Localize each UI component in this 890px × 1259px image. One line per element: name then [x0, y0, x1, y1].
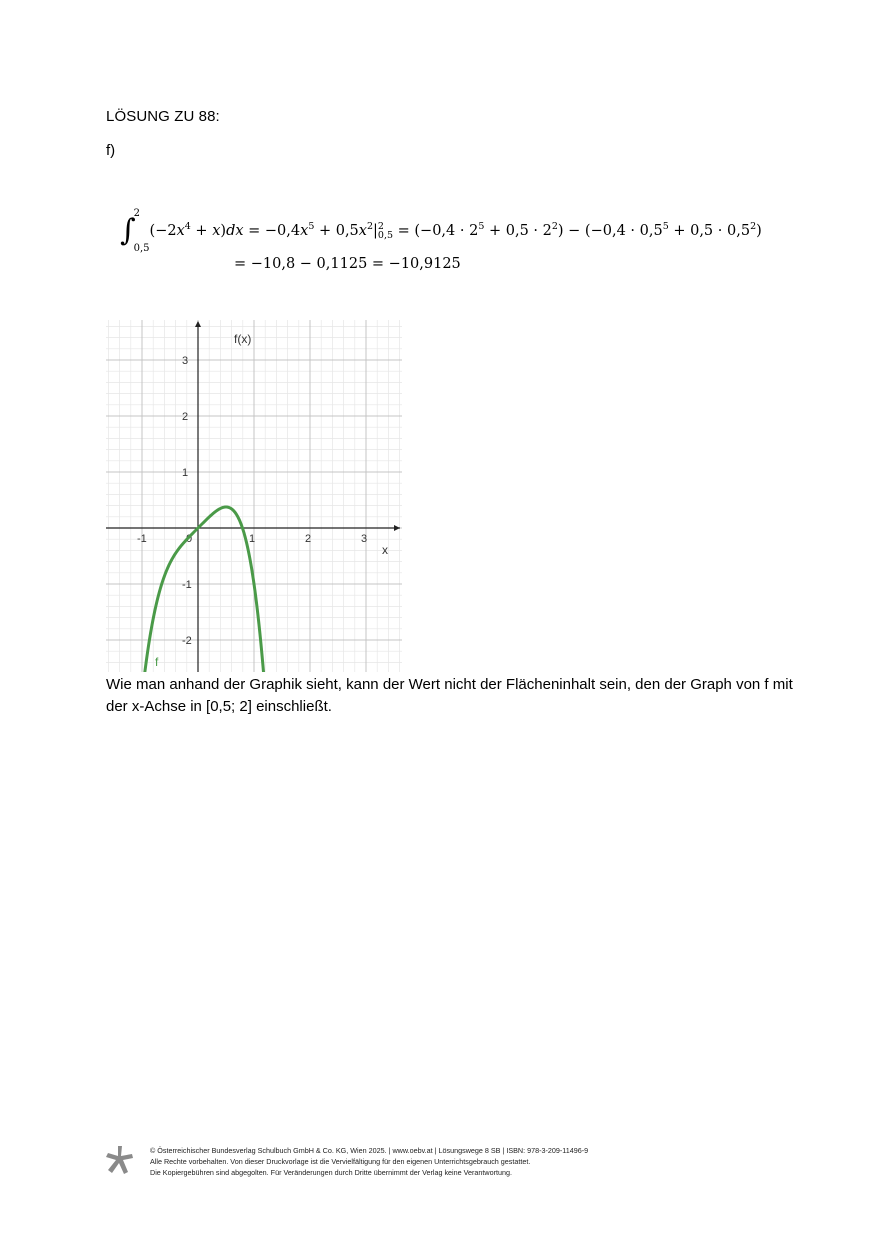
- x-tick-label: 0: [186, 533, 193, 545]
- y-tick-label: 2: [182, 411, 189, 423]
- function-curve: [143, 507, 266, 672]
- footer-line-3: Die Kopiergebühren sind abgegolten. Für Veränderungen durch Dritte übernimmt der Verlag keine Verantwortung.: [150, 1168, 512, 1177]
- function-graph: [106, 320, 402, 672]
- x-tick-label: -1: [137, 533, 147, 545]
- x-axis-arrow-icon: [394, 525, 400, 531]
- x-axis-label: x: [382, 543, 388, 557]
- y-axis-arrow-icon: [195, 321, 201, 327]
- graph-svg: [106, 320, 402, 672]
- curve-label: f: [155, 655, 159, 669]
- integrand: $(-2x^4 + x)dx$: [149, 221, 244, 239]
- evaluation: = $(-0,4 \cdot 2^5 + 0,5 \cdot 2^2) - (-0,4 \cdot 0,5^5 + 0,5 \cdot 0,5^2)$: [393, 221, 762, 239]
- footer-copyright: [150, 1145, 588, 1178]
- footer-line-2: Alle Rechte vorbehalten. Von dieser Druckvorlage ist die Vervielfältigung für den eigenen Unterrichtsgebrauch gestattet.: [150, 1157, 531, 1166]
- y-tick-label: -1: [182, 579, 192, 591]
- integral-upper-limit: 2: [133, 208, 141, 219]
- x-tick-label: 2: [305, 533, 312, 545]
- y-tick-label: 1: [182, 467, 189, 479]
- conclusion-text: Wie man anhand der Graphik sieht, kann der Wert nicht der Flächeninhalt sein, den der Graph von f mit der x-Achse in [0,5; 2] einschließt.: [106, 676, 793, 715]
- antiderivative: $-0,4x^5 + 0,5x^2|$ 2 0,5: [264, 221, 394, 241]
- integral-sign: ∫: [120, 213, 136, 248]
- publisher-logo-icon: [104, 1144, 136, 1176]
- result-equation: = −10,8 − 0,1125 = −10,9125: [234, 256, 461, 272]
- part-label: f): [106, 142, 116, 159]
- integral-equation: ∫ 2 0,5 $(-2x^4 + x)dx = -0,4x^5 + 0,5x^2|$ 2 0,5 = $(-0,4 \cdot 2^5 + 0,5 \cdot 2^2) - (-0,4 \cdot 0,5^5 + 0,5 \cdot 0,5^2)$: [120, 208, 762, 254]
- y-tick-label: -2: [182, 635, 192, 647]
- footer-line-1: © Österreichischer Bundesverlag Schulbuch GmbH & Co. KG, Wien 2025. | www.oebv.at | Lösungswege 8 SB | ISBN: 978-3-209-11496-9: [150, 1146, 589, 1155]
- y-axis-label: f(x): [234, 332, 252, 346]
- y-tick-label: 3: [182, 355, 189, 367]
- solution-heading: LÖSUNG ZU 88:: [106, 108, 220, 125]
- integral-lower-limit: 0,5: [133, 243, 150, 254]
- x-tick-label: 1: [249, 533, 256, 545]
- x-tick-label: 3: [361, 533, 368, 545]
